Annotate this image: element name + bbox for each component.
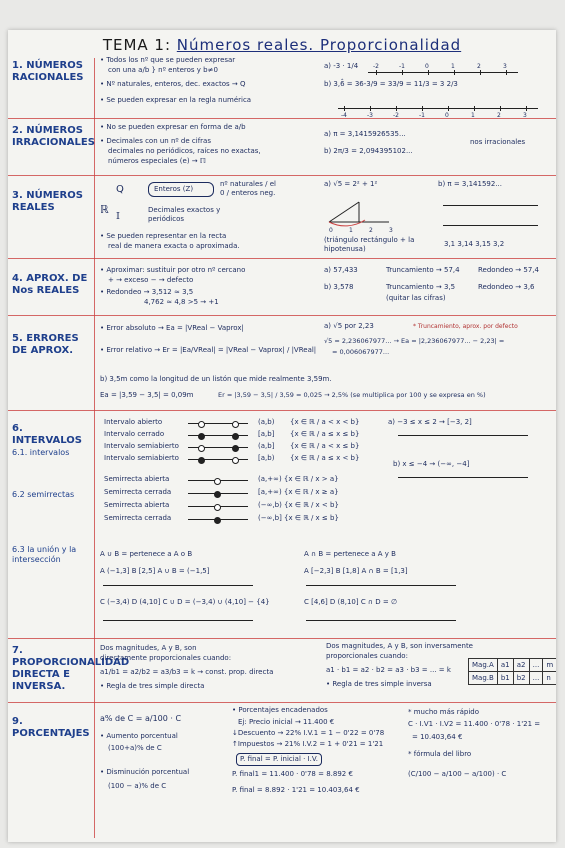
axis-tick-label: 1 <box>451 63 455 70</box>
s6-example-b: b) x ≤ −4 → (−∞, −4] <box>393 460 470 468</box>
s9-book: * fórmula del libro <box>408 750 472 758</box>
s5-bullet: • Error absoluto → Ea = |VReal − Vaprox| <box>100 324 244 332</box>
s7-inverse: a1 · b1 = a2 · b2 = a3 · b3 = ... = k <box>326 666 451 674</box>
s7-inverse: proporcionales cuando: <box>326 652 408 660</box>
axis-tick-label: 3 <box>389 227 393 234</box>
axis-tick-label: -1 <box>419 112 425 119</box>
axis-tick-label: 2 <box>369 227 373 234</box>
s4-rounding-a: Redondeo → 57,4 <box>478 266 539 274</box>
section-divider <box>8 258 556 259</box>
semirrecta-notation: (−∞,b] {x ∈ ℝ / x ≤ b} <box>258 514 339 522</box>
s4-bullet: 4,762 ≈ 4,8 >5 → +1 <box>144 298 219 306</box>
s7-inverse: Dos magnitudes, A y B, son inversamente <box>326 642 473 650</box>
interval-notation: (a,b] <box>258 442 275 450</box>
s9-formula: a% de C = a/100 · C <box>100 714 182 723</box>
semirrecta-endpoint <box>214 491 221 498</box>
interval-notation: [a,b) <box>258 454 275 462</box>
s7-direct: • Regla de tres simple directa <box>100 682 205 690</box>
s5-example-b: b) 3,5m como la longitud de un listón que mide realmente 3,59m. <box>100 375 332 383</box>
axis-tick-label: 3 <box>503 63 507 70</box>
interval-label: Intervalo abierto <box>104 418 163 426</box>
interval-endpoint <box>198 457 205 464</box>
title-sub: Números reales. Proporcionalidad <box>176 36 462 54</box>
s4-bullet: • Redondeo → 3,512 ≈ 3,5 <box>100 288 194 296</box>
axis-tick-label: -4 <box>341 112 347 119</box>
axis-tick-label: -3 <box>367 112 373 119</box>
s2-note: nos irracionales <box>470 138 526 146</box>
semirrecta-notation: [a,+∞) {x ∈ ℝ / x ≥ a} <box>258 488 339 496</box>
s2-bullet: números especiales (e) → ℿ <box>108 157 206 165</box>
s6-example-a: a) −3 ≤ x ≤ 2 → [−3, 2] <box>388 418 472 426</box>
intersection-def: A ∩ B = pertenece a A y B <box>304 550 396 558</box>
section-title-intervalos: 6. INTERVALOS <box>12 423 82 446</box>
s5-calc: Ea = |3,59 − 3,5| = 0,09m <box>100 391 194 399</box>
s4-example-a: a) 57,433 <box>324 266 358 274</box>
s9-book: (C/100 − a/100 − a/100) · C <box>408 770 507 778</box>
semirrecta-notation: (a,+∞) {x ∈ ℝ / x > a} <box>258 475 339 483</box>
s2-bullet: • No se pueden expresar en forma de a/b <box>100 123 246 131</box>
s3-bullet: real de manera exacta o aproximada. <box>108 242 240 250</box>
axis-tick-label: 1 <box>471 112 475 119</box>
s1-bullet: • Nº naturales, enteros, dec. exactos → Q <box>100 80 246 88</box>
semirrecta-endpoint <box>214 478 221 485</box>
number-line <box>398 477 528 478</box>
s5-bullet: • Error relativo → Er = |Ea/VReal| = |VReal − Vaprox| / |VReal| <box>100 346 317 354</box>
s3-example-b: b) π = 3,141592... <box>438 180 503 188</box>
number-line <box>103 585 253 586</box>
intersection-example-2: C [4,6] D (8,10] C ∩ D = ∅ <box>304 598 398 606</box>
section-divider <box>8 175 556 176</box>
section-divider <box>8 315 556 316</box>
axis-tick-label: 2 <box>477 63 481 70</box>
s5-calc: √5 = 2,236067977... → Ea = |2,236067977... − 2,23| = <box>324 337 505 345</box>
s3-bullet: • Se pueden representar en la recta <box>100 232 227 240</box>
s2-example-a: a) π = 3,1415926535... <box>324 130 406 138</box>
number-line <box>398 435 528 436</box>
semirrecta-label: Semirrecta cerrada <box>104 514 172 522</box>
s1-example-b: b) 3,6̂ = 36-3/9 = 33/9 = 11/3 = 3 2/3 <box>324 80 458 88</box>
union-def: A ∪ B = pertenece a A o B <box>100 550 193 558</box>
interval-label: Intervalo semiabierto <box>104 442 179 450</box>
axis-tick-label: 0 <box>425 63 429 70</box>
set-decimals: Decimales exactos y periódicos <box>148 206 221 223</box>
semirrecta-endpoint <box>214 517 221 524</box>
interval-line <box>188 423 248 424</box>
set-q: Q <box>116 184 124 195</box>
s9-fast: = 10.403,64 € <box>412 733 463 741</box>
set-i: 𝕀 <box>116 211 120 222</box>
s7-direct: a1/b1 = a2/b2 = a3/b3 = k → const. prop. directa <box>100 668 274 676</box>
s9-chained: ↓Descuento → 22% I.V.1 = 1 − 0'22 = 0'78 <box>232 729 385 737</box>
s7-inverse: • Regla de tres simple inversa <box>326 680 432 688</box>
s4-note: (quitar las cifras) <box>386 294 446 302</box>
s4-truncation-a: Truncamiento → 57,4 <box>386 266 460 274</box>
interval-notation: [a,b] <box>258 430 275 438</box>
interval-set: {x ∈ ℝ / a < x ≤ b} <box>290 442 360 450</box>
interval-line <box>188 459 248 460</box>
interval-endpoint <box>198 421 205 428</box>
s5-note: * Truncamiento, aprox. por defecto <box>413 323 518 330</box>
s9-chained: P. final = P. inicial · I.V. <box>236 753 322 766</box>
s7-direct: directamente proporcionales cuando: <box>100 654 232 662</box>
section-divider <box>8 410 556 411</box>
number-line <box>306 585 456 586</box>
interval-endpoint <box>232 433 239 440</box>
s9-chained: ↑Impuestos → 21% I.V.2 = 1 + 0'21 = 1'21 <box>232 740 384 748</box>
axis-tick-label: 0 <box>445 112 449 119</box>
section-title-reales: 3. NÚMEROS REALES <box>12 190 83 213</box>
section-title-racionales: 1. NÚMEROS RACIONALES <box>12 60 84 83</box>
semirrecta-label: Semirrecta cerrada <box>104 488 172 496</box>
interval-set: {x ∈ ℝ / a < x < b} <box>290 418 360 426</box>
subsection-semirrectas: 6.2 semirrectas <box>12 490 75 499</box>
notes-sheet <box>8 30 556 842</box>
set-z: Enteros (Z) <box>154 185 194 193</box>
axis-tick-label: 0 <box>329 227 333 234</box>
s7-direct: Dos magnitudes, A y B, son <box>100 644 197 652</box>
semirrecta-label: Semirrecta abierta <box>104 475 170 483</box>
interval-endpoint <box>198 445 205 452</box>
s9-chained: P. final1 = 11.400 · 0'78 = 8.892 € <box>232 770 353 778</box>
s1-bullet: • Se pueden expresar en la regla numérica <box>100 96 252 104</box>
interval-endpoint <box>198 433 205 440</box>
subsection-union-interseccion: 6.3 la unión y la intersección <box>12 545 77 564</box>
union-example-2: C (−3,4) D (4,10] C ∪ D = (−3,4) ∪ (4,10] − {4} <box>100 598 270 606</box>
s9-decrease: (100 − a)% de C <box>108 782 167 790</box>
interval-endpoint <box>232 457 239 464</box>
number-line <box>306 620 456 621</box>
axis-tick-label: -2 <box>373 63 379 70</box>
interval-line <box>188 447 248 448</box>
s9-decrease: • Disminución porcentual <box>100 768 190 776</box>
s2-example-b: b) 2π/3 = 2,094395102... <box>324 147 413 155</box>
section-divider <box>8 702 556 703</box>
semirrecta-label: Semirrecta abierta <box>104 501 170 509</box>
interval-set: {x ∈ ℝ / a ≤ x ≤ b} <box>290 430 360 438</box>
s9-fast: * mucho más rápido <box>408 708 480 716</box>
s1-example-a: a) -3 · 1/4 <box>324 62 359 70</box>
s4-bullet: + → exceso − → defecto <box>108 276 194 284</box>
interval-line <box>188 435 248 436</box>
set-z-detail: nº naturales / el 0 / enteros neg. <box>220 180 276 197</box>
axis-tick-label: 1 <box>349 227 353 234</box>
s9-increase: (100+a)% de C <box>108 744 162 752</box>
page-title <box>8 36 556 54</box>
pi-ticks: 3,1 3,14 3,15 3,2 <box>444 240 505 248</box>
union-example-1: A (−1,3] B [2,5] A ∪ B = (−1,5] <box>100 567 210 575</box>
semirrecta-endpoint <box>214 504 221 511</box>
number-line <box>103 620 253 621</box>
s4-rounding-b: Redondeo → 3,6 <box>478 283 535 291</box>
interval-notation: (a,b) <box>258 418 275 426</box>
axis-tick-label: -1 <box>399 63 405 70</box>
axis-tick-label: -2 <box>393 112 399 119</box>
interval-label: Intervalo semiabierto <box>104 454 179 462</box>
s5-example-a: a) √5 por 2,23 <box>324 322 374 330</box>
s5-calc: = 0,006067977... <box>332 348 390 356</box>
interval-label: Intervalo cerrado <box>104 430 165 438</box>
number-line <box>368 72 518 73</box>
s4-truncation-b: Truncamiento → 3,5 <box>386 283 456 291</box>
s3-example-a: a) √5 = 2² + 1² <box>324 180 378 188</box>
s5-calc: Er = |3,59 − 3,5| / 3,59 = 0,025 → 2,5% (se multiplica por 100 y se expresa en %) <box>218 391 486 399</box>
s2-bullet: • Decimales con un nº de cifras <box>100 137 211 145</box>
s4-bullet: • Aproximar: sustituir por otro nº cercano <box>100 266 246 274</box>
s9-chained: P. final = 8.892 · 1'21 = 10.403,64 € <box>232 786 360 794</box>
s9-chained: • Porcentajes encadenados <box>232 706 328 714</box>
s9-fast: C · I.V1 · I.V2 = 11.400 · 0'78 · 1'21 = <box>408 720 541 728</box>
section-divider <box>8 638 556 639</box>
sqrt5-triangle <box>324 192 394 232</box>
number-line <box>443 225 538 226</box>
s1-bullet: • Todos los nº que se pueden expresar <box>100 56 236 64</box>
section-title-proporcionalidad: 7. PROPORCIONALIDAD DIRECTA E INVERSA. <box>12 645 130 692</box>
s4-example-b: b) 3,578 <box>324 283 354 291</box>
number-line <box>443 205 538 206</box>
s2-bullet: decimales no periódicos, raíces no exactas, <box>108 147 261 155</box>
title-main: TEMA 1: <box>102 36 177 54</box>
s1-bullet: con una a/b } nº enteros y b≠0 <box>108 66 218 74</box>
semirrecta-notation: (−∞,b) {x ∈ ℝ / x < b} <box>258 501 339 509</box>
magnitudes-table: Mag.A a1 a2 ... m Mag.B b1 b2 ... n <box>468 658 556 685</box>
triangle-note: (triángulo rectángulo + la hipotenusa) <box>324 236 415 253</box>
s9-chained: Ej: Precio inicial → 11.400 € <box>238 718 335 726</box>
interval-endpoint <box>232 445 239 452</box>
interval-set: {x ∈ ℝ / a ≤ x < b} <box>290 454 360 462</box>
section-title-aprox: 4. APROX. DE Nos REALES <box>12 273 88 296</box>
s9-increase: • Aumento porcentual <box>100 732 178 740</box>
interval-endpoint <box>232 421 239 428</box>
number-line <box>338 108 538 109</box>
section-title-porcentajes: 9. PORCENTAJES <box>12 716 90 739</box>
section-title-errores: 5. ERRORES DE APROX. <box>12 333 79 356</box>
axis-tick-label: 2 <box>497 112 501 119</box>
intersection-example-1: A [−2,3] B [1,8] A ∩ B = [1,3] <box>304 567 408 575</box>
subsection-intervalos: 6.1. intervalos <box>12 448 70 457</box>
axis-tick-label: 3 <box>523 112 527 119</box>
section-title-irracionales: 2. NÚMEROS IRRACIONALES <box>12 125 95 148</box>
set-r: ℝ <box>100 203 109 216</box>
